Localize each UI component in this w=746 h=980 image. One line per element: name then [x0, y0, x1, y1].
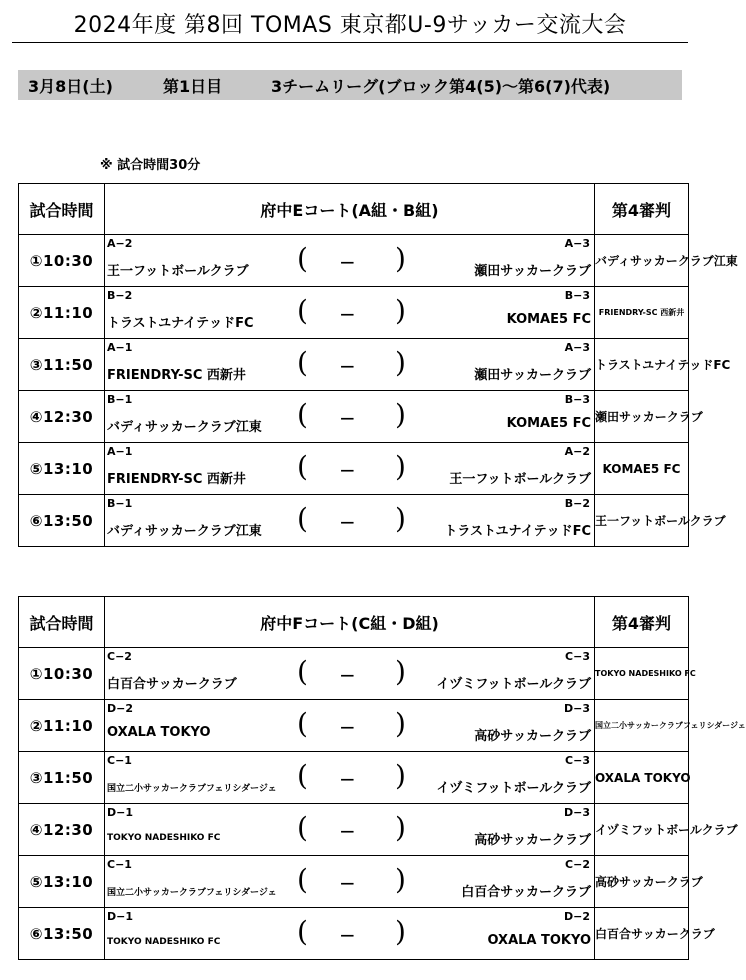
right-group-label: D−2: [563, 910, 590, 923]
match-time: ③11:50: [19, 752, 105, 804]
matchup: [105, 443, 594, 494]
left-group-label: A−1: [107, 341, 133, 354]
fourth-referee: トラストユナイテッドFC: [595, 339, 689, 391]
matchup: [105, 700, 594, 751]
fourth-referee: FRIENDRY-SC 西新井: [595, 287, 689, 339]
score-close-paren: ): [395, 242, 406, 275]
right-group-label: C−3: [565, 650, 590, 663]
court-name-header: 府中Fコート(C組・D組): [105, 597, 595, 648]
right-group-label: D−3: [563, 702, 590, 715]
score-open-paren: (: [297, 915, 308, 948]
match-row: [19, 339, 689, 391]
match-row: [19, 287, 689, 339]
score-close-paren: ): [395, 502, 406, 535]
score-open-paren: (: [297, 811, 308, 844]
score-dash: −: [339, 250, 356, 274]
left-team-name: トラストユナイテッドFC: [107, 316, 254, 331]
page-title: 2024年度 第8回 TOMAS 東京都U-9サッカー交流大会: [73, 13, 627, 38]
score-close-paren: ): [395, 346, 406, 379]
matchup: [105, 752, 594, 803]
match-cell: [105, 908, 595, 960]
matchup: [105, 391, 594, 442]
score-open-paren: (: [297, 707, 308, 740]
match-cell: [105, 804, 595, 856]
match-row: [19, 752, 689, 804]
score-close-paren: ): [395, 294, 406, 327]
match-time: ③11:50: [19, 339, 105, 391]
left-group-label: C−1: [107, 754, 132, 767]
match-time: ④12:30: [19, 804, 105, 856]
right-group-label: B−2: [564, 497, 590, 510]
score-close-paren: ): [395, 450, 406, 483]
left-team-name: TOKYO NADESHIKO FC: [107, 937, 221, 947]
score-open-paren: (: [297, 502, 308, 535]
match-row: [19, 856, 689, 908]
fourth-referee: KOMAE5 FC: [595, 443, 689, 495]
right-team-name: 白百合サッカークラブ: [461, 885, 591, 900]
left-team-name: バディサッカークラブ江東: [107, 524, 262, 539]
matchup: [105, 495, 594, 546]
right-team-name: KOMAE5 FC: [506, 416, 591, 431]
matchup: [105, 287, 594, 338]
score-open-paren: (: [297, 398, 308, 431]
match-cell: [105, 856, 595, 908]
match-row: [19, 235, 689, 287]
referee-column-header: 第4審判: [595, 597, 689, 648]
left-team-name: FRIENDRY-SC 西新井: [107, 472, 246, 487]
matchup: [105, 856, 594, 907]
right-team-name: トラストユナイテッドFC: [444, 524, 591, 539]
match-date: 3月8日(土): [28, 76, 113, 96]
right-group-label: C−2: [565, 858, 590, 871]
matchup: [105, 804, 594, 855]
score-close-paren: ): [395, 811, 406, 844]
left-group-label: D−1: [107, 910, 134, 923]
matchup: [105, 648, 594, 699]
match-cell: [105, 443, 595, 495]
match-cell: [105, 700, 595, 752]
match-cell: [105, 648, 595, 700]
match-cell: [105, 752, 595, 804]
match-row: [19, 648, 689, 700]
match-time: ⑤13:10: [19, 443, 105, 495]
score-close-paren: ): [395, 915, 406, 948]
right-group-label: B−3: [564, 289, 590, 302]
score-open-paren: (: [297, 242, 308, 275]
match-day: 第1日目: [163, 76, 223, 96]
score-open-paren: (: [297, 759, 308, 792]
referee-column-header: 第4審判: [595, 184, 689, 235]
right-team-name: KOMAE5 FC: [506, 312, 591, 327]
left-team-name: 王一フットボールクラブ: [107, 264, 249, 279]
score-dash: −: [339, 767, 356, 791]
table-header-row: [19, 597, 689, 648]
score-open-paren: (: [297, 346, 308, 379]
match-time: ⑥13:50: [19, 908, 105, 960]
match-time: ②11:10: [19, 287, 105, 339]
right-team-name: 瀬田サッカークラブ: [474, 264, 591, 279]
left-group-label: A−1: [107, 445, 133, 458]
score-dash: −: [339, 458, 356, 482]
right-team-name: 瀬田サッカークラブ: [474, 368, 591, 383]
right-team-name: 高砂サッカークラブ: [474, 729, 591, 744]
fourth-referee: TOKYO NADESHIKO FC: [595, 648, 689, 700]
score-dash: −: [339, 871, 356, 895]
score-dash: −: [339, 923, 356, 947]
left-group-label: D−1: [107, 806, 134, 819]
match-row: [19, 700, 689, 752]
fourth-referee: 白百合サッカークラブ: [595, 908, 689, 960]
court-e-schedule-table: [18, 183, 738, 547]
fourth-referee: バディサッカークラブ江東: [595, 235, 689, 287]
match-time: ④12:30: [19, 391, 105, 443]
left-group-label: B−2: [107, 289, 133, 302]
right-team-name: イヅミフットボールクラブ: [436, 677, 591, 692]
match-time: ②11:10: [19, 700, 105, 752]
match-time: ①10:30: [19, 648, 105, 700]
score-close-paren: ): [395, 398, 406, 431]
right-team-name: イヅミフットボールクラブ: [436, 781, 591, 796]
right-group-label: C−3: [565, 754, 590, 767]
score-dash: −: [339, 819, 356, 843]
matchup: [105, 235, 594, 286]
right-group-label: B−3: [564, 393, 590, 406]
score-dash: −: [339, 510, 356, 534]
match-cell: [105, 235, 595, 287]
score-dash: −: [339, 302, 356, 326]
left-group-label: C−2: [107, 650, 132, 663]
fourth-referee: イヅミフットボールクラブ: [595, 804, 689, 856]
right-group-label: A−2: [564, 445, 590, 458]
left-group-label: D−2: [107, 702, 134, 715]
left-team-name: バディサッカークラブ江東: [107, 420, 262, 435]
time-column-header: 試合時間: [19, 597, 105, 648]
right-team-name: 王一フットボールクラブ: [449, 472, 591, 487]
left-group-label: B−1: [107, 393, 133, 406]
match-cell: [105, 391, 595, 443]
fourth-referee: 高砂サッカークラブ: [595, 856, 689, 908]
left-team-name: 国立二小サッカークラブフェリシダージェ: [107, 888, 277, 898]
right-group-label: A−3: [564, 341, 590, 354]
left-group-label: B−1: [107, 497, 133, 510]
match-cell: [105, 339, 595, 391]
match-cell: [105, 287, 595, 339]
score-dash: −: [339, 354, 356, 378]
left-group-label: C−1: [107, 858, 132, 871]
right-team-name: OXALA TOKYO: [487, 933, 591, 948]
score-close-paren: ): [395, 655, 406, 688]
match-cell: [105, 495, 595, 547]
title-underline: [12, 42, 688, 43]
left-team-name: OXALA TOKYO: [107, 725, 211, 740]
score-dash: −: [339, 715, 356, 739]
court-f-schedule-table: [18, 596, 746, 960]
left-team-name: FRIENDRY-SC 西新井: [107, 368, 246, 383]
match-row: [19, 495, 689, 547]
schedule-subtitle-bar: [18, 70, 682, 100]
fourth-referee: 瀬田サッカークラブ: [595, 391, 689, 443]
match-time: ⑤13:10: [19, 856, 105, 908]
left-group-label: A−2: [107, 237, 133, 250]
matchup: [105, 339, 594, 390]
match-time: ⑥13:50: [19, 495, 105, 547]
fourth-referee: OXALA TOKYO: [595, 752, 689, 804]
right-group-label: D−3: [563, 806, 590, 819]
matchup: [105, 908, 594, 959]
fourth-referee: 国立二小サッカークラブフェリシダージェ: [595, 700, 689, 752]
score-open-paren: (: [297, 294, 308, 327]
match-time: ①10:30: [19, 235, 105, 287]
court-name-header: 府中Eコート(A組・B組): [105, 184, 595, 235]
right-group-label: A−3: [564, 237, 590, 250]
score-open-paren: (: [297, 450, 308, 483]
league-description: 3チームリーグ(ブロック第4(5)～第6(7)代表): [271, 76, 611, 96]
score-open-paren: (: [297, 655, 308, 688]
score-close-paren: ): [395, 759, 406, 792]
match-row: [19, 804, 689, 856]
left-team-name: 国立二小サッカークラブフェリシダージェ: [107, 784, 277, 794]
table-header-row: [19, 184, 689, 235]
match-row: [19, 391, 689, 443]
score-open-paren: (: [297, 863, 308, 896]
score-close-paren: ): [395, 707, 406, 740]
match-duration-note: ※ 試合時間30分: [100, 158, 201, 173]
left-team-name: 白百合サッカークラブ: [107, 677, 237, 692]
match-row: [19, 443, 689, 495]
score-close-paren: ): [395, 863, 406, 896]
fourth-referee: 王一フットボールクラブ: [595, 495, 689, 547]
score-dash: −: [339, 663, 356, 687]
match-row: [19, 908, 689, 960]
time-column-header: 試合時間: [19, 184, 105, 235]
right-team-name: 高砂サッカークラブ: [474, 833, 591, 848]
score-dash: −: [339, 406, 356, 430]
left-team-name: TOKYO NADESHIKO FC: [107, 833, 221, 843]
